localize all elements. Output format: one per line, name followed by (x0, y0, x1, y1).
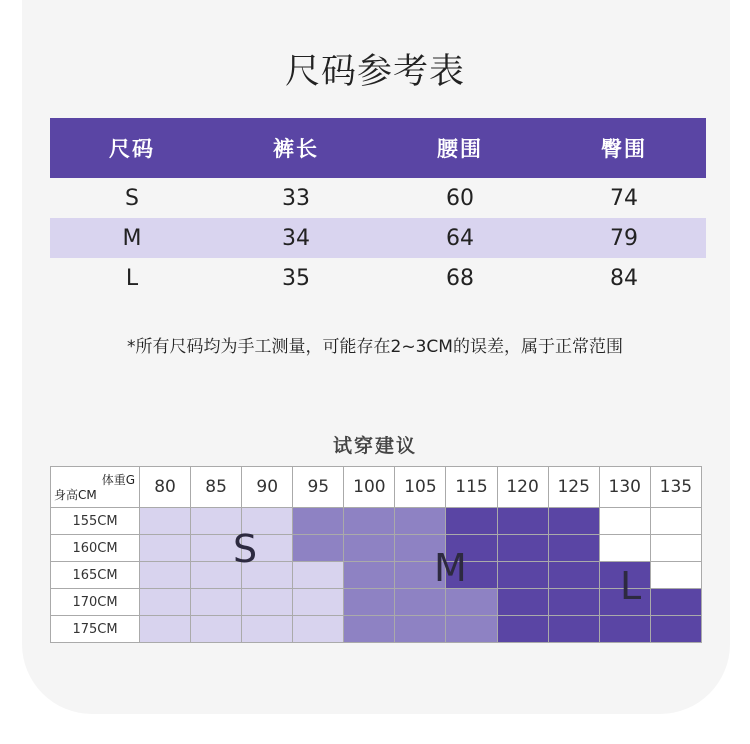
weight-header-cell: 90 (242, 467, 293, 508)
cell-hip: 79 (542, 218, 706, 258)
fit-cell (548, 562, 599, 589)
header-size: 尺码 (50, 118, 214, 178)
fit-cell (599, 508, 650, 535)
weight-header-cell: 80 (140, 467, 191, 508)
fit-cell (293, 589, 344, 616)
height-row (51, 535, 702, 562)
fit-cell (395, 508, 446, 535)
fit-cell (191, 589, 242, 616)
fit-cell (599, 616, 650, 643)
fit-cell (242, 589, 293, 616)
fit-cell (344, 508, 395, 535)
fit-cell (497, 616, 548, 643)
fit-cell (344, 589, 395, 616)
fit-recommendation-title: 试穿建议 (332, 435, 417, 457)
header-waist: 腰围 (378, 118, 542, 178)
fit-cell (650, 616, 701, 643)
height-row (51, 589, 702, 616)
fit-cell (344, 616, 395, 643)
size-table (50, 118, 706, 298)
cell-size: M (50, 218, 214, 258)
table-row (50, 178, 706, 218)
cell-waist: 68 (446, 265, 474, 291)
weight-header-cell: 95 (293, 467, 344, 508)
fit-cell (548, 535, 599, 562)
cell-waist: 60 (446, 185, 474, 211)
table-row (50, 218, 706, 258)
fit-cell (140, 562, 191, 589)
fit-cell (446, 589, 497, 616)
weight-header-cell: 85 (191, 467, 242, 508)
fit-cell (191, 616, 242, 643)
fit-cell (293, 562, 344, 589)
fit-cell (548, 616, 599, 643)
fit-cell (140, 508, 191, 535)
fit-cell (395, 589, 446, 616)
fit-cell (293, 616, 344, 643)
fit-cell (140, 616, 191, 643)
weight-header-cell: 105 (395, 467, 446, 508)
page-title: 尺码参考表 (284, 52, 465, 92)
table-row (50, 258, 706, 298)
fit-cell (344, 562, 395, 589)
weight-header-row (51, 467, 702, 508)
fit-cell (344, 535, 395, 562)
weight-header-cell: 100 (344, 467, 395, 508)
fit-cell (242, 616, 293, 643)
weight-header-cell: 120 (497, 467, 548, 508)
size-label-l: L (620, 564, 642, 608)
cell-waist: 64 (378, 218, 542, 258)
fit-cell (497, 508, 548, 535)
height-axis-label: 身高CM (54, 488, 97, 502)
fit-cell (395, 616, 446, 643)
height-row (51, 508, 702, 535)
cell-hip: 74 (610, 185, 638, 211)
corner-cell (51, 467, 140, 508)
header-hip: 臀围 (542, 118, 706, 178)
fit-cell (650, 562, 701, 589)
height-header-cell: 175CM (51, 616, 140, 643)
height-header-cell: 165CM (51, 562, 140, 589)
cell-hip: 84 (610, 265, 638, 291)
fit-cell (497, 589, 548, 616)
fit-cell (548, 589, 599, 616)
fit-cell (140, 535, 191, 562)
weight-axis-label: 体重G (101, 473, 135, 487)
fit-cell (446, 508, 497, 535)
size-table-header (50, 118, 706, 178)
cell-length: 35 (282, 265, 310, 291)
height-row (51, 562, 702, 589)
fit-recommendation-table (50, 466, 702, 643)
fit-cell (293, 508, 344, 535)
weight-header-cell: 135 (650, 467, 701, 508)
fit-cell (140, 589, 191, 616)
cell-size: L (125, 265, 139, 291)
fit-cell (650, 535, 701, 562)
weight-header-cell: 130 (599, 467, 650, 508)
fit-cell (293, 535, 344, 562)
fit-cell (497, 535, 548, 562)
cell-size: S (125, 185, 139, 211)
fit-cell (650, 589, 701, 616)
header-pants-length: 裤长 (214, 118, 378, 178)
size-label-s: S (233, 527, 258, 571)
fit-cell (497, 562, 548, 589)
cell-length: 34 (214, 218, 378, 258)
height-header-cell: 155CM (51, 508, 140, 535)
fit-cell (548, 508, 599, 535)
height-row (51, 616, 702, 643)
height-header-cell: 170CM (51, 589, 140, 616)
fit-cell (599, 535, 650, 562)
measurement-note: *所有尺码均为手工测量，可能存在2~3CM的误差，属于正常范围 (127, 337, 623, 357)
weight-header-cell: 125 (548, 467, 599, 508)
cell-length: 33 (282, 185, 310, 211)
size-label-m: M (434, 546, 467, 590)
weight-header-cell: 115 (446, 467, 497, 508)
fit-cell (650, 508, 701, 535)
height-header-cell: 160CM (51, 535, 140, 562)
fit-cell (446, 616, 497, 643)
